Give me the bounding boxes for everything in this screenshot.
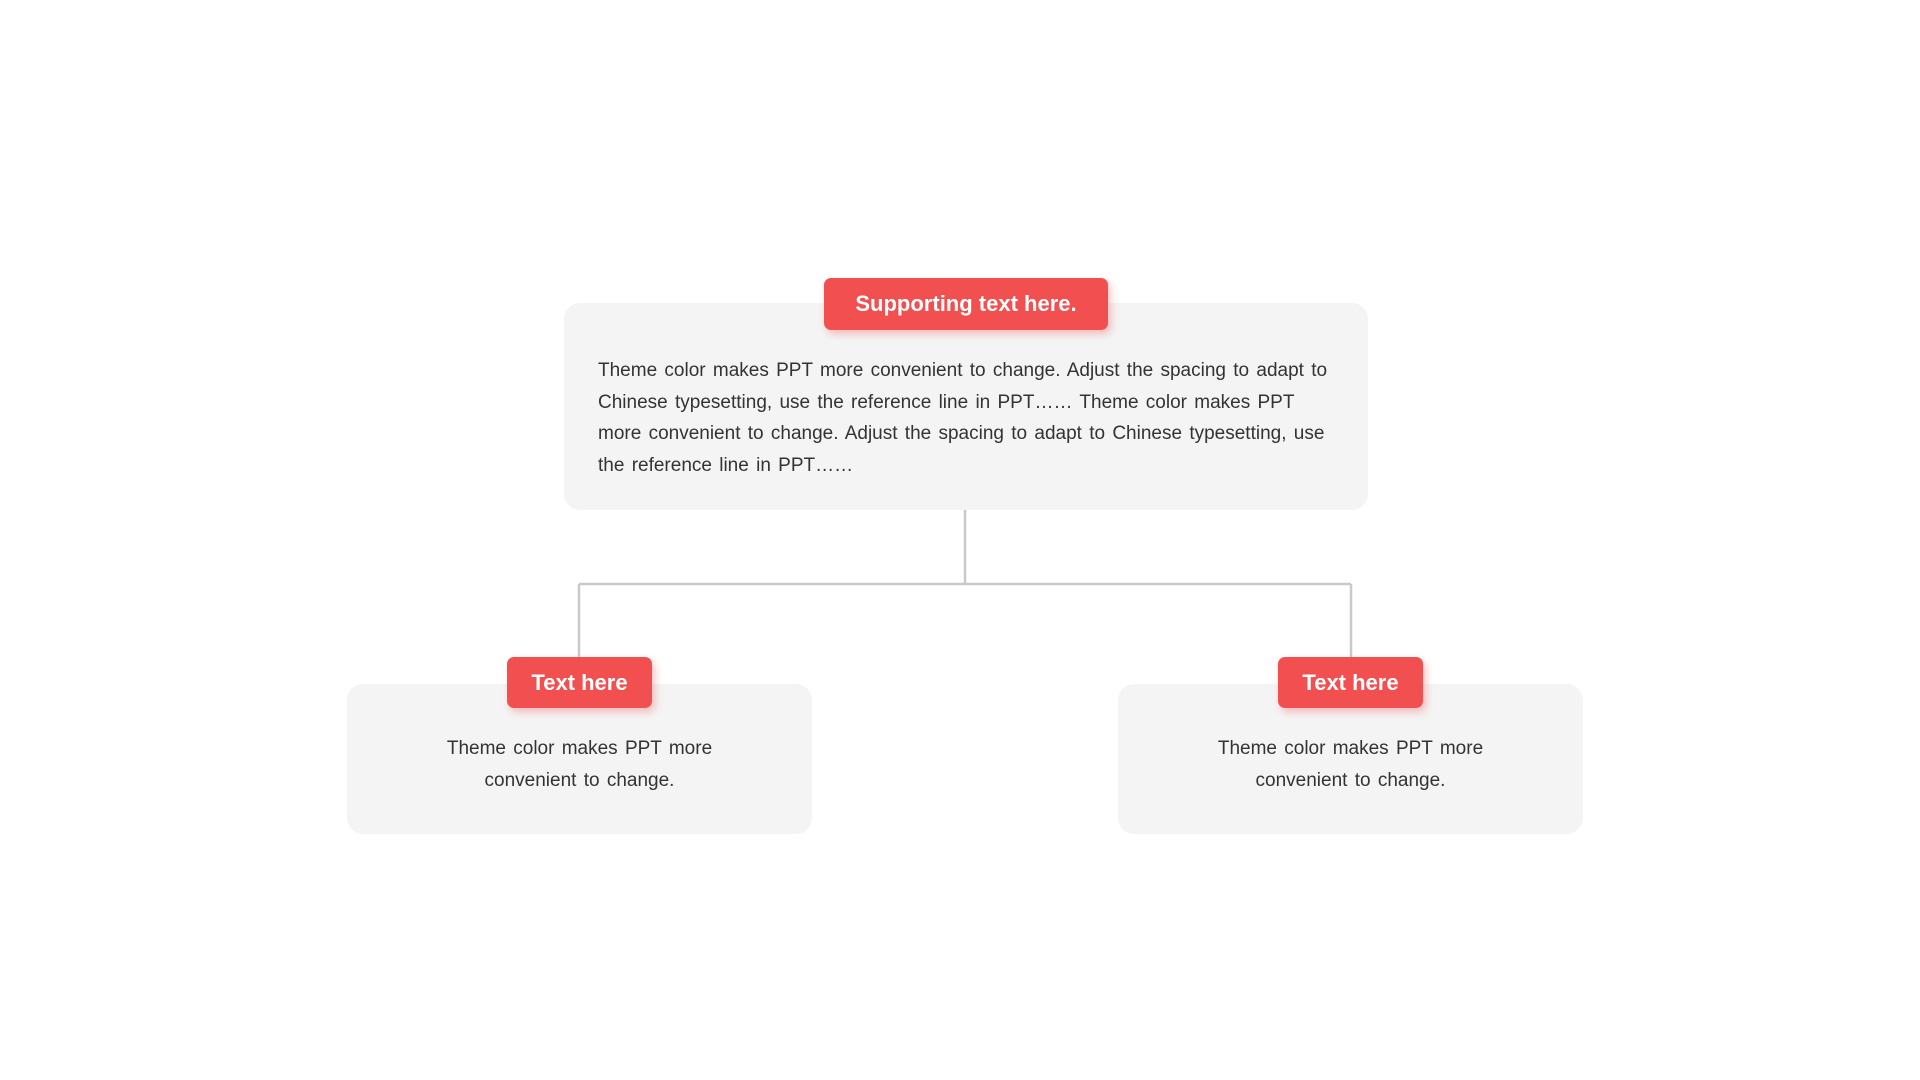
child-right-body-text: Theme color makes PPT more convenient to change. <box>1217 738 1484 791</box>
root-label-tag: Supporting text here. <box>824 278 1108 330</box>
root-card <box>564 303 1368 510</box>
root-body-text: Theme color makes PPT more convenient to change. Adjust the spacing to adapt to Chinese typesetting, use the reference line in PPT…… Theme color makes PPT more convenient to change. Adjust the spacing to adapt to Chinese typesetting, use the reference line in PPT…… <box>598 360 1328 476</box>
child-right-label-tag: Text here <box>1278 657 1423 708</box>
child-left-body-text: Theme color makes PPT more convenient to change. <box>446 738 713 791</box>
child-left-label-tag: Text here <box>507 657 652 708</box>
